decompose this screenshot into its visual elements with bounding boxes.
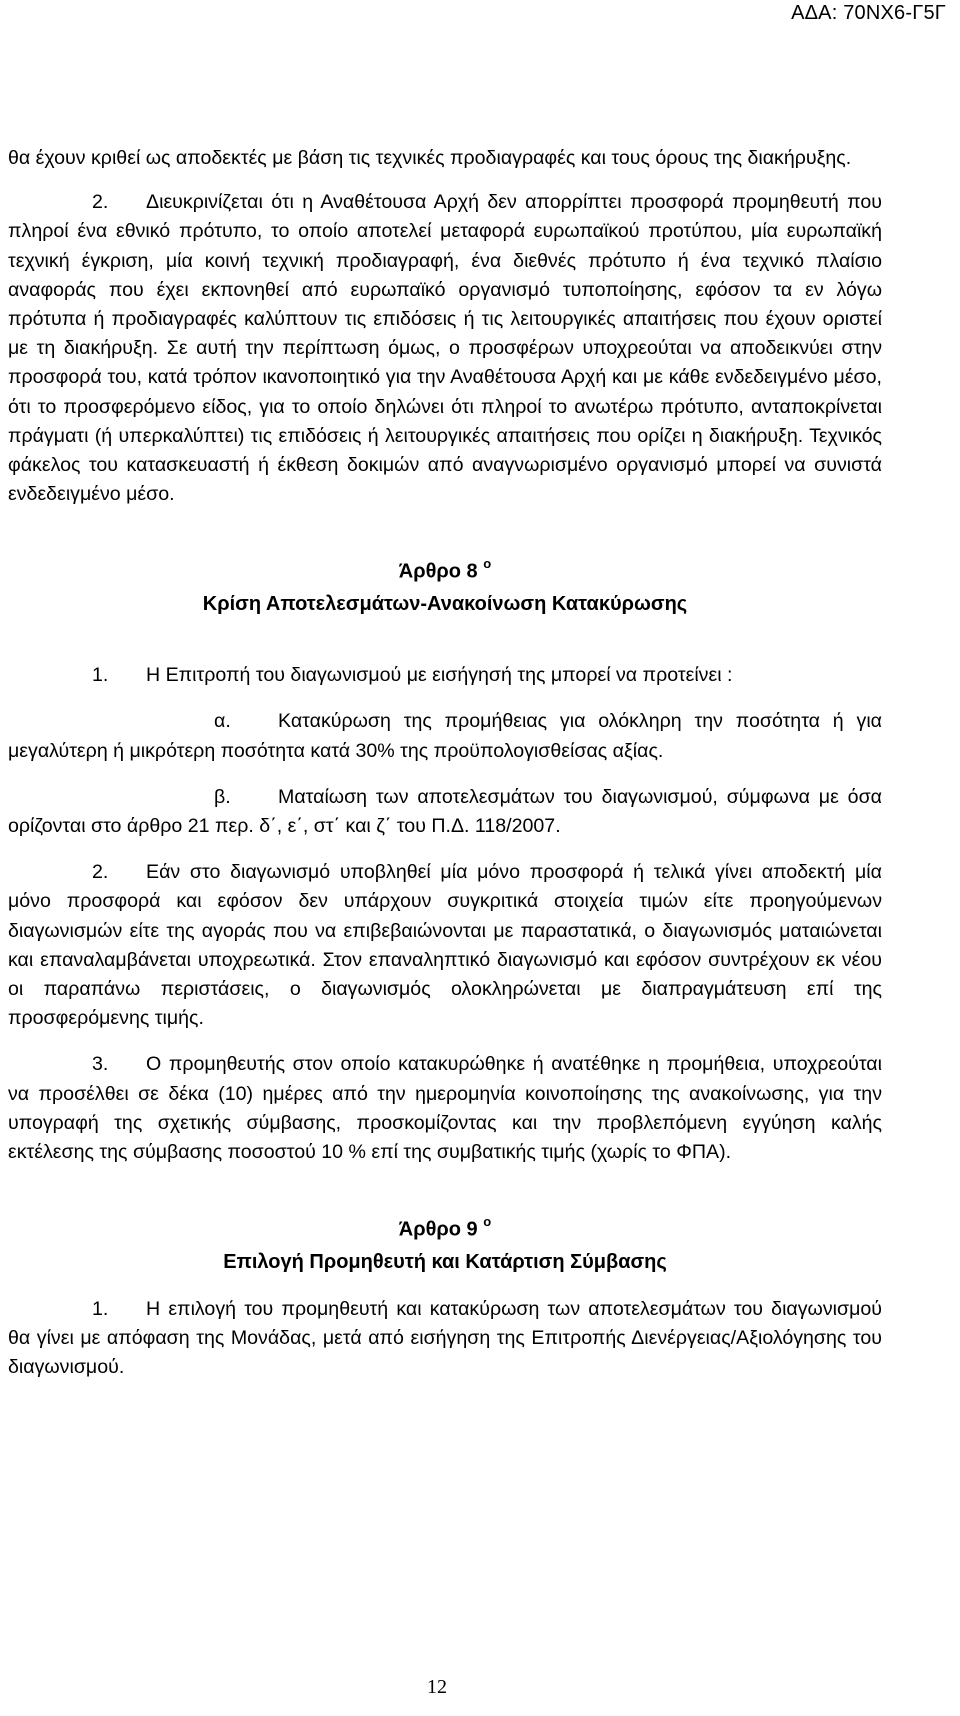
article-8-subitem-b xyxy=(8,783,882,841)
item-number: 3. xyxy=(92,1053,109,1076)
page-number: 12 xyxy=(427,1676,447,1698)
article-heading-text: Άρθρο 8 xyxy=(398,561,478,584)
article-heading-ordinal: ο xyxy=(483,556,492,572)
paragraph-text: Διευκρινίζεται ότι η Αναθέτουσα Αρχή δεν απορρίπτει προσφορά προμηθευτή που πληροί ένα εθνικό πρότυπο, το οποίο αποτελεί μεταφορά ευρωπαϊκού προτύπου, μία ευρωπαϊκή τεχνική έγκριση, μία κοινή τεχνική προδιαγραφή, ένα διεθνές πρότυπο ή ένα τεχνικό πλαίσιο αναφοράς που έχει εκπονηθεί από ευρωπαϊκό οργανισμό τυποποίησης, εφόσον τα εν λόγω πρότυπα ή προδιαγραφές καλύπτουν τις επιδόσεις ή τις λειτουργικές απαιτήσεις που έχουν οριστεί με τη διακήρυξη. Σε αυτή την περίπτωση όμως, ο προσφέρων υποχρεούται να αποδεικνύει στην προσφορά του, κατά τρόπον ικανοποιητικό για την Αναθέτουσα Αρχή και με κάθε ενδεδειγμένο μέσο, ότι το προσφερόμενο είδος, για το οποίο δηλώνει ότι πληροί το ανωτέρω πρότυπο, ανταποκρίνεται πράγματι (ή υπερκαλύπτει) τις επιδόσεις ή λειτουργικές απαιτήσεις που ορίζει η διακήρυξη. Τεχνικός φάκελος του κατασκευαστή ή έκθεση δοκιμών από αναγνωρισμένο οργανισμό μπορεί να συνιστά ενδεδειγμένο μέσο. xyxy=(8,191,882,506)
subitem-text: Κατακύρωση της προμήθειας για ολόκληρη την ποσότητα ή για μεγαλύτερη ή μικρότερη ποσότητα κατά 30% της προϋπολογισθείσας αξίας. xyxy=(8,710,882,762)
article-8-item-1 xyxy=(8,661,882,690)
subitem-letter: β. xyxy=(214,785,231,808)
article-8-heading xyxy=(8,550,882,588)
item-number: 2. xyxy=(92,861,109,884)
document-code: ΑΔΑ: 70ΝΧ6-Γ5Γ xyxy=(791,2,946,24)
paragraph-intro: θα έχουν κριθεί ως αποδεκτές με βάση τις τεχνικές προδιαγραφές και τους όρους της διακήρυξης. xyxy=(8,147,852,169)
article-8-subitem-a xyxy=(8,707,882,765)
item-text: Ο προμηθευτής στον οποίο κατακυρώθηκε ή ανατέθηκε η προμήθεια, υποχρεούται να προσέλθει σε δέκα (10) ημέρες από την ημερομηνία κοινοποίησης της ανακοίνωσης, για την υπογραφή της σχετικής σύμβασης, προσκομίζοντας και την προβλεπόμενη εγγύηση καλής εκτέλεσης της σύμβασης ποσοστού 10 % επί της συμβατικής τιμής (χωρίς το ΦΠΑ). xyxy=(8,1053,882,1163)
item-number: 1. xyxy=(92,664,109,687)
subitem-letter: α. xyxy=(214,710,231,733)
article-heading-ordinal: ο xyxy=(483,1214,492,1230)
article-9-subtitle: Επιλογή Προμηθευτή και Κατάρτιση Σύμβασης xyxy=(223,1250,667,1273)
article-8-item-3 xyxy=(8,1050,882,1167)
article-heading-text: Άρθρο 9 xyxy=(398,1218,478,1241)
article-9-heading xyxy=(8,1208,882,1246)
item-number: 1. xyxy=(92,1297,109,1320)
document-body xyxy=(8,144,882,1382)
item-number: 2. xyxy=(92,191,109,214)
subitem-text: Ματαίωση των αποτελεσμάτων του διαγωνισμού, σύμφωνα με όσα ορίζονται στο άρθρο 21 περ. δ΄, ε΄, στ΄ και ζ΄ του Π.Δ. 118/2007. xyxy=(8,785,882,837)
item-text: Η επιλογή του προμηθευτή και κατακύρωση των αποτελεσμάτων του διαγωνισμού θα γίνει με απόφαση της Μονάδας, μετά από εισήγηση της Επιτροπής Διενέργειας/Αξιολόγησης του διαγωνισμού. xyxy=(8,1297,882,1379)
item-text: Η Επιτροπή του διαγωνισμού με εισήγησή της μπορεί να προτείνει : xyxy=(146,664,733,687)
item-text: Εάν στο διαγωνισμό υποβληθεί μία μόνο προσφορά ή τελικά γίνει αποδεκτή μία μόνο προσφορά και εφόσον δεν υπάρχουν συγκριτικά στοιχεία τιμών είτε προηγούμενων διαγωνισμών είτε της αγοράς που να επιβεβαιώνονται με παραστατικά, ο διαγωνισμός ματαιώνεται και επαναλαμβάνεται υποχρεωτικά. Στον επαναληπτικό διαγωνισμό και εφόσον συντρέχουν εκ νέου οι παραπάνω περιστάσεις, ο διαγωνισμός ολοκληρώνεται με διαπραγμάτευση επί της προσφερόμενης τιμής. xyxy=(8,861,882,1030)
article-9-item-1 xyxy=(8,1295,882,1383)
paragraph-clarification xyxy=(8,188,882,509)
article-8-item-2 xyxy=(8,858,882,1033)
article-8-subtitle: Κρίση Αποτελεσμάτων-Ανακοίνωση Κατακύρωσης xyxy=(202,593,688,616)
